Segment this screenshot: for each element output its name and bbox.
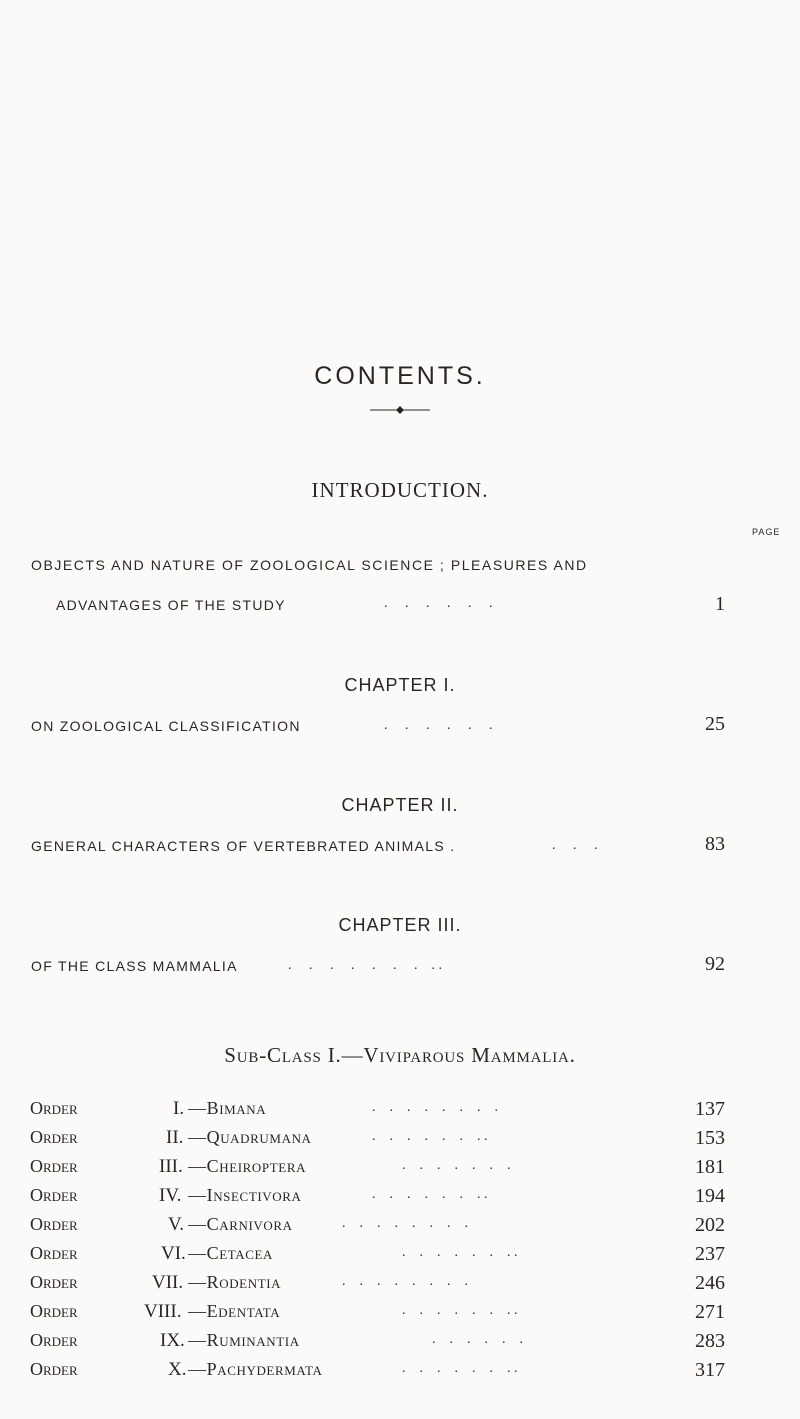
- order-name: —Cheiroptera: [188, 1156, 307, 1176]
- order-row: [0, 1098, 800, 1126]
- order-label: Order: [30, 1301, 78, 1321]
- chapter-3-entry: OF THE CLASS MAMMALIA: [31, 958, 238, 974]
- page-number: 202: [695, 1214, 725, 1236]
- order-name: —Insectivora: [188, 1185, 302, 1205]
- introduction-heading: INTRODUCTION.: [311, 478, 489, 502]
- leader-dots: . . . . . . . .: [372, 1100, 498, 1115]
- order-number: VII.: [152, 1272, 184, 1293]
- page-number: 1: [715, 593, 725, 615]
- leader-dots: . . . . . . . . .: [288, 958, 442, 973]
- leader-dots: . . . . . . . .: [372, 1187, 488, 1202]
- diamond-rule-icon: [370, 405, 430, 415]
- page-number: 153: [695, 1127, 725, 1149]
- order-label: Order: [30, 1185, 78, 1205]
- order-number: V.: [168, 1214, 185, 1235]
- leader-dots: . . .: [552, 838, 598, 853]
- order-label: Order: [30, 1098, 78, 1118]
- order-row: [0, 1127, 800, 1155]
- order-label: Order: [30, 1127, 78, 1147]
- order-name: —Cetacea: [188, 1243, 274, 1263]
- order-name: —Ruminantia: [188, 1330, 300, 1350]
- leader-dots: . . . . . . . .: [402, 1361, 518, 1376]
- leader-dots: . . . . . . . .: [342, 1216, 468, 1231]
- chapter-1-title: CHAPTER I.: [344, 675, 456, 695]
- order-row: [0, 1359, 800, 1387]
- page-number: 83: [705, 833, 725, 855]
- order-label: Order: [30, 1272, 78, 1292]
- order-label: Order: [30, 1214, 78, 1234]
- chapter-1-entry: ON ZOOLOGICAL CLASSIFICATION: [31, 718, 301, 734]
- leader-dots: . . . . . . . .: [402, 1245, 518, 1260]
- order-row: [0, 1330, 800, 1358]
- leader-dots: . . . . . .: [432, 1332, 523, 1347]
- order-row: [0, 1272, 800, 1300]
- subclass-heading: [0, 1043, 800, 1068]
- order-number: VIII.: [144, 1301, 182, 1322]
- order-number: IX.: [160, 1330, 185, 1351]
- order-row: [0, 1185, 800, 1213]
- order-row: [0, 1156, 800, 1184]
- order-number: IV.: [159, 1185, 182, 1206]
- order-number: I.: [173, 1098, 185, 1119]
- order-name: —Edentata: [188, 1301, 281, 1321]
- order-row: [0, 1301, 800, 1329]
- order-name: —Bimana: [188, 1098, 267, 1118]
- order-name: —Rodentia: [188, 1272, 282, 1292]
- page-number: 271: [695, 1301, 725, 1323]
- order-number: VI.: [161, 1243, 186, 1264]
- page-number: 237: [695, 1243, 725, 1265]
- order-number: III.: [159, 1156, 183, 1177]
- order-label: Order: [30, 1330, 78, 1350]
- page-number: 283: [695, 1330, 725, 1352]
- leader-dots: . . . . . . .: [402, 1158, 511, 1173]
- order-name: —Quadrumana: [188, 1127, 312, 1147]
- page-title: CONTENTS.: [314, 362, 486, 390]
- introduction-entry-line1: OBJECTS AND NATURE OF ZOOLOGICAL SCIENCE ; PLEASURES AND: [31, 557, 588, 573]
- leader-dots: . . . . . . . .: [402, 1303, 518, 1318]
- page-number: 25: [705, 713, 725, 735]
- page-number: 92: [705, 953, 725, 975]
- ornament-divider: [0, 405, 800, 415]
- page-number: 194: [695, 1185, 725, 1207]
- order-name: —Carnivora: [188, 1214, 293, 1234]
- leader-dots: . . . . . .: [384, 718, 493, 733]
- page-number: 137: [695, 1098, 725, 1120]
- order-label: Order: [30, 1359, 78, 1379]
- page-column-label: PAGE: [752, 527, 781, 537]
- order-number: X.: [168, 1359, 187, 1380]
- page-number: 246: [695, 1272, 725, 1294]
- chapter-2-title: CHAPTER II.: [341, 795, 459, 815]
- chapter-2-entry: GENERAL CHARACTERS OF VERTEBRATED ANIMALS .: [31, 838, 456, 854]
- leader-dots: . . . . . . . .: [372, 1129, 488, 1144]
- page-number: 317: [695, 1359, 725, 1381]
- order-row: [0, 1214, 800, 1242]
- leader-dots: . . . . . .: [384, 596, 493, 611]
- order-number: II.: [166, 1127, 184, 1148]
- leader-dots: . . . . . . . .: [342, 1274, 468, 1289]
- introduction-entry-line2: ADVANTAGES OF THE STUDY: [56, 597, 286, 613]
- order-label: Order: [30, 1156, 78, 1176]
- chapter-3-title: CHAPTER III.: [338, 915, 462, 935]
- order-label: Order: [30, 1243, 78, 1263]
- order-row: [0, 1243, 800, 1271]
- page-number: 181: [695, 1156, 725, 1178]
- subclass-heading-text: Sub-Class I.—Viviparous Mammalia.: [224, 1043, 576, 1067]
- order-name: —Pachydermata: [188, 1359, 323, 1379]
